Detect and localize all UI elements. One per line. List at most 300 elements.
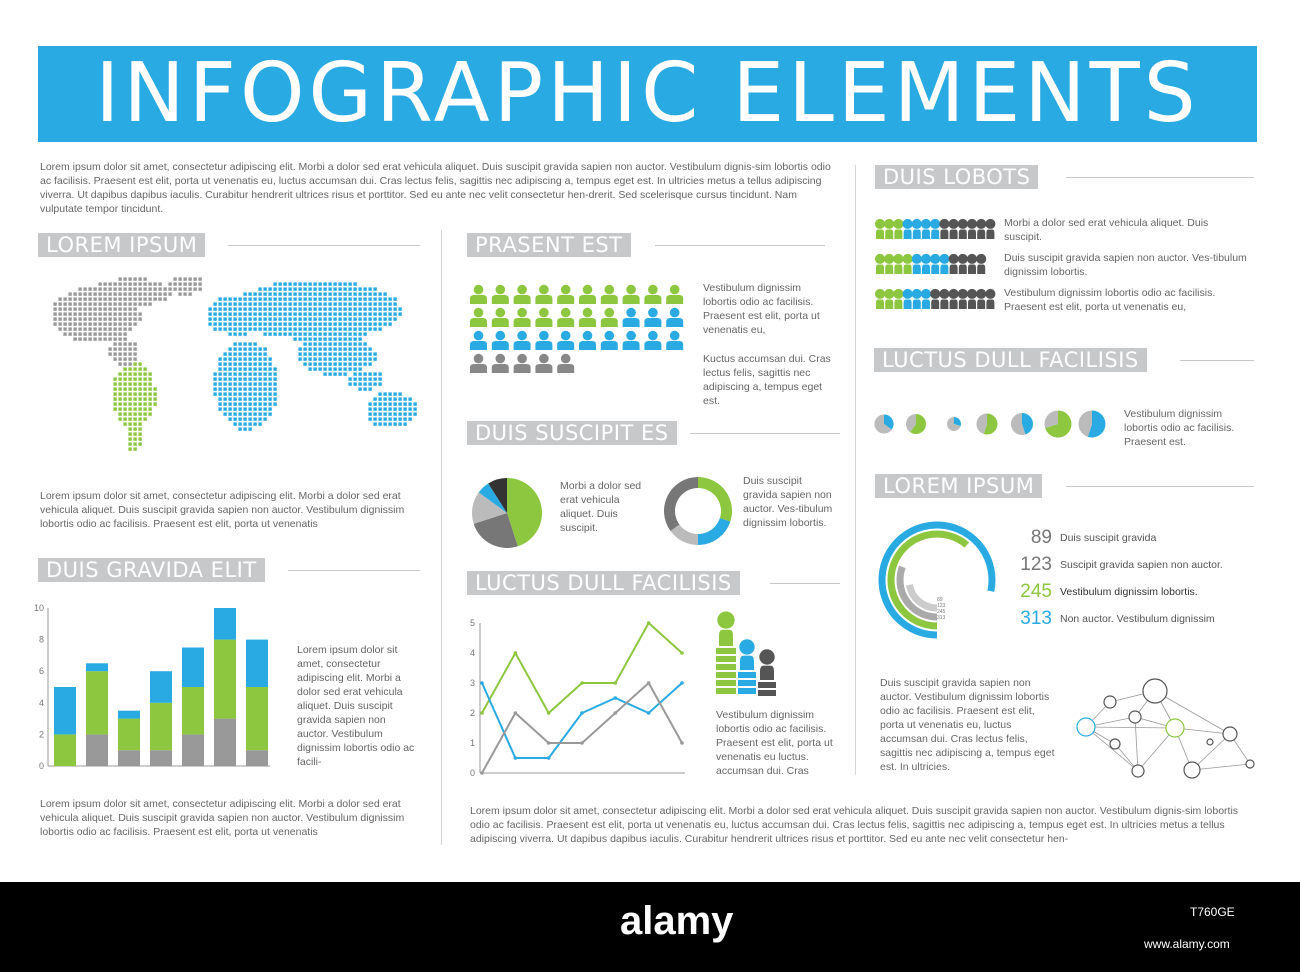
- map-dot: [373, 307, 376, 310]
- map-dot: [123, 322, 126, 325]
- map-dot: [113, 407, 116, 410]
- map-dot: [108, 327, 111, 330]
- map-dot: [368, 297, 371, 300]
- map-dot: [153, 387, 156, 390]
- pie-chart: [470, 476, 544, 550]
- stat-row: [1010, 524, 1250, 551]
- bar-segment: [54, 687, 76, 734]
- map-dot: [333, 342, 336, 345]
- map-dot: [228, 382, 231, 385]
- map-dot: [383, 402, 386, 405]
- map-dot: [323, 352, 326, 355]
- map-dot: [298, 332, 301, 335]
- map-dot: [143, 387, 146, 390]
- map-dot: [393, 402, 396, 405]
- map-dot: [363, 382, 366, 385]
- map-dot: [338, 332, 341, 335]
- map-dot: [338, 292, 341, 295]
- map-dot: [253, 322, 256, 325]
- map-dot: [343, 287, 346, 290]
- map-dot: [353, 327, 356, 330]
- map-dot: [258, 352, 261, 355]
- pictogram-person: [666, 308, 683, 327]
- map-dot: [313, 292, 316, 295]
- map-dot: [378, 382, 381, 385]
- pictogram-person: [557, 354, 574, 373]
- map-dot: [288, 307, 291, 310]
- pictogram-person: [601, 331, 618, 350]
- map-dot: [113, 382, 116, 385]
- map-dot: [218, 387, 221, 390]
- map-dot: [163, 292, 166, 295]
- map-dot: [78, 332, 81, 335]
- map-dot: [138, 397, 141, 400]
- map-dot: [128, 392, 131, 395]
- map-dot: [298, 327, 301, 330]
- row-person: [903, 289, 913, 309]
- map-dot: [118, 282, 121, 285]
- map-dot: [363, 357, 366, 360]
- map-dot: [328, 317, 331, 320]
- pie-paragraph: Morbi a dolor sed erat vehicula aliquet. Duis suscipit.: [560, 480, 642, 534]
- network-node: [1132, 765, 1144, 777]
- map-dot: [238, 397, 241, 400]
- map-dot: [68, 332, 71, 335]
- map-dot: [348, 337, 351, 340]
- map-dot: [228, 362, 231, 365]
- map-dot: [243, 387, 246, 390]
- row-person: [912, 289, 922, 309]
- map-dot: [113, 287, 116, 290]
- map-dot: [243, 402, 246, 405]
- map-dot: [353, 367, 356, 370]
- map-dot: [323, 372, 326, 375]
- podium-figure: [739, 639, 754, 670]
- map-dot: [303, 327, 306, 330]
- map-dot: [333, 302, 336, 305]
- map-dot: [133, 312, 136, 315]
- series-point: [480, 771, 484, 775]
- map-dot: [183, 282, 186, 285]
- map-dot: [348, 357, 351, 360]
- map-dot: [378, 412, 381, 415]
- map-dot: [378, 302, 381, 305]
- map-dot: [273, 382, 276, 385]
- map-dot: [118, 417, 121, 420]
- map-dot: [88, 317, 91, 320]
- map-dot: [238, 377, 241, 380]
- map-dot: [93, 327, 96, 330]
- map-dot: [268, 397, 271, 400]
- map-dot: [238, 322, 241, 325]
- map-dot: [83, 292, 86, 295]
- map-dot: [138, 427, 141, 430]
- podium-figure: [759, 649, 774, 680]
- map-dot: [353, 357, 356, 360]
- map-dot: [338, 322, 341, 325]
- map-dot: [373, 317, 376, 320]
- map-dot: [383, 407, 386, 410]
- map-dot: [348, 317, 351, 320]
- map-dot: [383, 297, 386, 300]
- map-dot: [268, 292, 271, 295]
- map-dot: [348, 307, 351, 310]
- map-dot: [333, 367, 336, 370]
- map-dot: [143, 367, 146, 370]
- stat-value: 313: [1020, 607, 1052, 629]
- map-dot: [223, 407, 226, 410]
- map-dot: [253, 382, 256, 385]
- map-dot: [103, 282, 106, 285]
- map-dot: [263, 407, 266, 410]
- map-dot: [273, 392, 276, 395]
- series-point: [647, 681, 651, 685]
- section-header-duis-suscipit: DUIS SUSCIPIT ES: [467, 421, 677, 445]
- map-dot: [338, 367, 341, 370]
- map-dot: [148, 302, 151, 305]
- map-dot: [268, 332, 271, 335]
- map-dot: [343, 337, 346, 340]
- map-dot: [103, 297, 106, 300]
- pictogram-person: [514, 308, 531, 327]
- network-paragraph: Duis suscipit gravida sapien non auctor. Vestibulum dignissim lobortis odio ac facilisis. Praesent est elit, porta ut venenatis eu, luctus accumsan dui. Cras lectus felis, sagittis nec adipiscing a, tempus eget est. In ultricies.: [880, 677, 1055, 773]
- map-dot: [308, 292, 311, 295]
- map-dot: [338, 287, 341, 290]
- map-dot: [263, 397, 266, 400]
- map-dot: [378, 422, 381, 425]
- map-dot: [288, 322, 291, 325]
- map-dot: [113, 322, 116, 325]
- map-dot: [133, 412, 136, 415]
- map-dot: [348, 382, 351, 385]
- map-dot: [328, 312, 331, 315]
- map-dot: [128, 322, 131, 325]
- bottom-left-paragraph: Lorem ipsum dolor sit amet, consectetur adipiscing elit. Morbi a dolor sed erat vehicula aliquet. Duis suscipit gravida sapien non auctor. Vestibulum dignissim lobortis odio ac facilisis. Praesent est elit, porta ut venenatis: [40, 798, 405, 838]
- map-dot: [128, 387, 131, 390]
- map-dot: [228, 417, 231, 420]
- map-dot: [128, 362, 131, 365]
- map-dot: [173, 277, 176, 280]
- map-dot: [133, 317, 136, 320]
- map-dot: [123, 397, 126, 400]
- map-dot: [113, 317, 116, 320]
- map-dot: [258, 412, 261, 415]
- map-dot: [53, 317, 56, 320]
- map-dot: [378, 397, 381, 400]
- map-dot: [378, 372, 381, 375]
- map-dot: [118, 302, 121, 305]
- map-dot: [223, 367, 226, 370]
- map-dot: [233, 357, 236, 360]
- map-dot: [228, 392, 231, 395]
- donut-hole: [675, 488, 721, 534]
- map-dot: [128, 442, 131, 445]
- map-dot: [78, 312, 81, 315]
- map-dot: [128, 342, 131, 345]
- map-dot: [328, 342, 331, 345]
- map-dot: [263, 352, 266, 355]
- map-dot: [118, 357, 121, 360]
- map-dot: [243, 347, 246, 350]
- map-dot: [333, 307, 336, 310]
- map-dot: [358, 357, 361, 360]
- map-dot: [293, 307, 296, 310]
- map-dot: [143, 392, 146, 395]
- map-dot: [388, 397, 391, 400]
- map-dot: [313, 327, 316, 330]
- map-dot: [68, 302, 71, 305]
- map-dot: [363, 352, 366, 355]
- map-dot: [368, 407, 371, 410]
- map-dot: [338, 352, 341, 355]
- map-dot: [88, 307, 91, 310]
- map-dot: [193, 277, 196, 280]
- map-dot: [243, 302, 246, 305]
- map-dot: [263, 392, 266, 395]
- map-dot: [378, 417, 381, 420]
- map-dot: [243, 357, 246, 360]
- map-dot: [138, 362, 141, 365]
- map-dot: [288, 282, 291, 285]
- map-dot: [128, 287, 131, 290]
- map-dot: [373, 292, 376, 295]
- map-dot: [63, 297, 66, 300]
- map-dot: [73, 297, 76, 300]
- map-dot: [383, 292, 386, 295]
- map-dot: [353, 302, 356, 305]
- pictogram-person: [470, 331, 487, 350]
- map-dot: [58, 322, 61, 325]
- map-dot: [238, 362, 241, 365]
- map-dot: [113, 357, 116, 360]
- map-dot: [308, 362, 311, 365]
- map-dot: [278, 292, 281, 295]
- map-dot: [343, 372, 346, 375]
- map-dot: [233, 362, 236, 365]
- map-dot: [313, 282, 316, 285]
- map-dot: [123, 402, 126, 405]
- map-dot: [308, 342, 311, 345]
- map-dot: [263, 417, 266, 420]
- map-dot: [403, 402, 406, 405]
- row-person: [949, 219, 959, 239]
- map-dot: [103, 317, 106, 320]
- map-dot: [93, 337, 96, 340]
- map-dot: [198, 277, 201, 280]
- map-dot: [183, 292, 186, 295]
- series-point: [480, 681, 484, 685]
- map-dot: [118, 287, 121, 290]
- map-dot: [233, 347, 236, 350]
- map-dot: [298, 322, 301, 325]
- map-dot: [408, 397, 411, 400]
- map-dot: [138, 367, 141, 370]
- map-dot: [303, 342, 306, 345]
- map-dot: [368, 322, 371, 325]
- map-dot: [293, 292, 296, 295]
- network-node: [1207, 739, 1213, 745]
- map-dot: [238, 342, 241, 345]
- map-dot: [268, 357, 271, 360]
- map-dot: [353, 347, 356, 350]
- map-dot: [268, 302, 271, 305]
- map-dot: [113, 307, 116, 310]
- map-dot: [313, 317, 316, 320]
- series-line: [482, 683, 682, 773]
- map-dot: [78, 307, 81, 310]
- series-point: [647, 621, 651, 625]
- map-dot: [303, 302, 306, 305]
- map-dot: [108, 347, 111, 350]
- map-dot: [228, 307, 231, 310]
- lobots-row-3-text: Vestibulum dignissim lobortis odio ac facilisis. Praesent est elit, porta ut venenatis eu,: [1004, 287, 1216, 313]
- map-dot: [338, 307, 341, 310]
- map-dot: [338, 347, 341, 350]
- map-dot: [138, 302, 141, 305]
- y-tick-label: 2: [469, 708, 475, 718]
- map-dot: [98, 317, 101, 320]
- map-dot: [323, 332, 326, 335]
- map-dot: [303, 352, 306, 355]
- pictogram-person: [623, 308, 640, 327]
- map-dot: [263, 287, 266, 290]
- map-dot: [88, 332, 91, 335]
- map-dot: [348, 367, 351, 370]
- map-dot: [303, 332, 306, 335]
- map-dot: [363, 287, 366, 290]
- map-dot: [263, 327, 266, 330]
- map-dot: [53, 307, 56, 310]
- map-dot: [273, 372, 276, 375]
- stat-label: Vestibulum dignissim lobortis.: [1060, 585, 1198, 598]
- map-dot: [83, 337, 86, 340]
- bar-chart-paragraph: Lorem ipsum dolor sit amet, consectetur adipiscing elit. Morbi a dolor sed erat vehicula aliquet. Duis suscipit gravida sapien non auctor. Vestibulum dignissim lobortis odio ac facili-: [297, 644, 415, 768]
- map-dot: [308, 347, 311, 350]
- row-person: [903, 254, 913, 274]
- map-dot: [233, 392, 236, 395]
- map-dot: [348, 292, 351, 295]
- map-dot: [133, 397, 136, 400]
- map-dot: [333, 372, 336, 375]
- map-dot: [103, 292, 106, 295]
- ring-label: 123: [937, 603, 946, 609]
- map-dot: [238, 297, 241, 300]
- map-dot: [323, 357, 326, 360]
- map-dot: [123, 317, 126, 320]
- map-dot: [368, 402, 371, 405]
- map-dot: [328, 282, 331, 285]
- map-dot: [98, 292, 101, 295]
- map-dot: [268, 362, 271, 365]
- map-dot: [258, 302, 261, 305]
- map-dot: [233, 297, 236, 300]
- map-dot: [138, 317, 141, 320]
- map-dot: [393, 397, 396, 400]
- map-dot: [358, 302, 361, 305]
- map-dot: [298, 292, 301, 295]
- map-dot: [133, 287, 136, 290]
- row-person: [939, 254, 949, 274]
- map-dot: [333, 287, 336, 290]
- map-dot: [268, 297, 271, 300]
- map-dot: [388, 392, 391, 395]
- map-dot: [288, 292, 291, 295]
- map-dot: [113, 342, 116, 345]
- header-rule: [228, 245, 420, 246]
- map-dot: [308, 367, 311, 370]
- map-dot: [388, 312, 391, 315]
- map-dot: [148, 377, 151, 380]
- map-dot: [303, 337, 306, 340]
- map-dot: [123, 337, 126, 340]
- map-dot: [383, 412, 386, 415]
- map-dot: [253, 307, 256, 310]
- map-dot: [133, 417, 136, 420]
- map-dot: [243, 332, 246, 335]
- map-dot: [123, 382, 126, 385]
- map-dot: [228, 412, 231, 415]
- network-edge: [1086, 727, 1138, 771]
- small-pies-row: [870, 404, 1115, 444]
- map-dot: [293, 302, 296, 305]
- map-dot: [238, 407, 241, 410]
- map-dot: [413, 407, 416, 410]
- map-dot: [358, 292, 361, 295]
- map-dot: [233, 377, 236, 380]
- map-dot: [88, 292, 91, 295]
- map-dot: [283, 312, 286, 315]
- map-dot: [268, 327, 271, 330]
- map-dot: [158, 292, 161, 295]
- map-dot: [88, 287, 91, 290]
- map-dot: [328, 302, 331, 305]
- map-dot: [353, 382, 356, 385]
- map-dot: [133, 447, 136, 450]
- bottom-center-paragraph: Lorem ipsum dolor sit amet, consectetur adipiscing elit. Morbi a dolor sed erat vehicula aliquet. Duis suscipit gravida sapien non auctor. Vestibulum dignis-sim lobortis odio ac facilisis. Praesent est elit, porta ut venenatis eu, luctus accumsan dui. Cras lectus felis, sagittis nec adipiscing a, tempus eget est. In ultricies metus a tellus adipiscing viverra. Ut dapibus dapibus iaculis. Curabitur hendrerit ultrices risus et porttitor. Sed eu ante nec velit consectetur hen-: [470, 805, 1239, 845]
- map-dot: [243, 412, 246, 415]
- podium-step: [738, 680, 756, 686]
- map-dot: [348, 332, 351, 335]
- map-dot: [123, 282, 126, 285]
- map-dot: [213, 302, 216, 305]
- map-dot: [243, 322, 246, 325]
- series-point: [580, 711, 584, 715]
- map-dot: [223, 412, 226, 415]
- series-point: [680, 651, 684, 655]
- map-dot: [393, 417, 396, 420]
- map-dot: [133, 282, 136, 285]
- map-dot: [68, 312, 71, 315]
- map-dot: [373, 382, 376, 385]
- map-dot: [93, 312, 96, 315]
- map-dot: [323, 302, 326, 305]
- map-dot: [103, 332, 106, 335]
- pictogram-person: [644, 285, 661, 304]
- column-divider: [855, 165, 856, 775]
- map-dot: [343, 352, 346, 355]
- map-dot: [188, 292, 191, 295]
- map-dot: [88, 337, 91, 340]
- row-person: [884, 254, 894, 274]
- map-dot: [273, 302, 276, 305]
- map-dot: [133, 407, 136, 410]
- stacked-bar-chart: [30, 600, 275, 775]
- map-dot: [133, 302, 136, 305]
- map-dot: [143, 297, 146, 300]
- map-dot: [348, 342, 351, 345]
- map-dot: [53, 302, 56, 305]
- stat-label: Suscipit gravida sapien non auctor.: [1060, 558, 1223, 571]
